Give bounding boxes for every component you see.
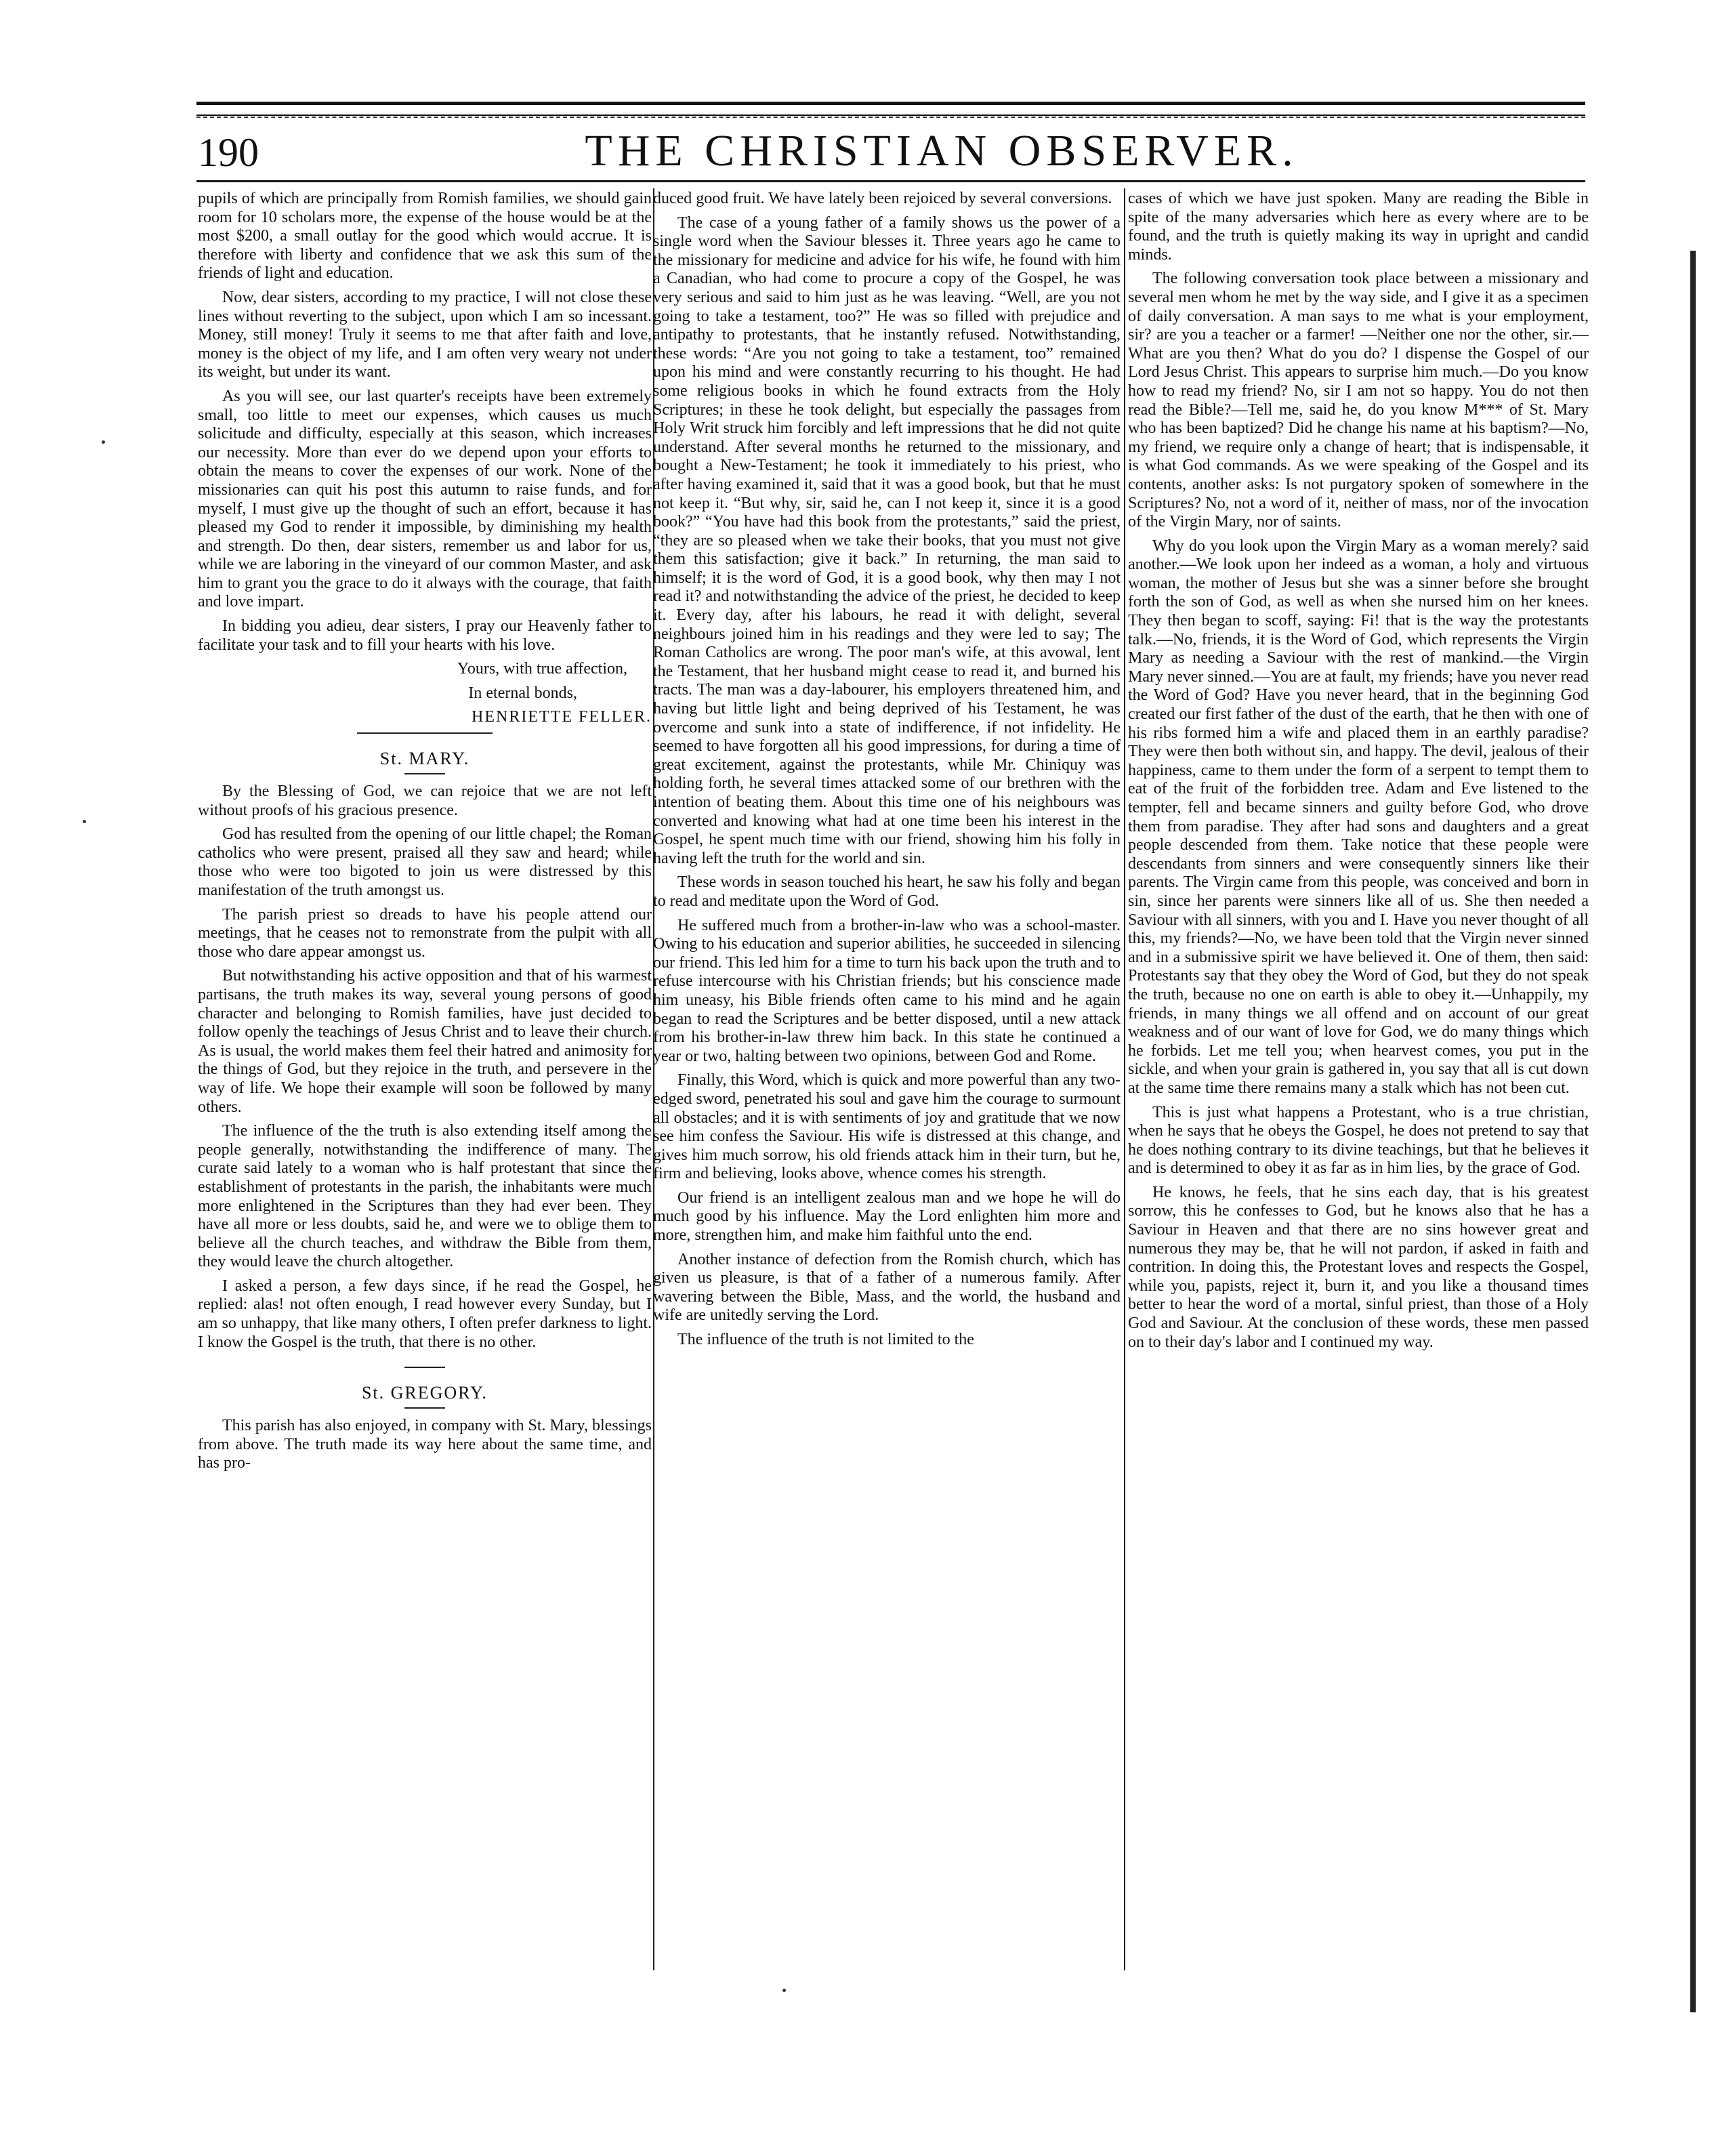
paragraph: Our friend is an intelligent zealous man and we hope he will do much good by his influence. May the Lord enlighten him more and more, strengthen him, and make him faithful unto the end. bbox=[653, 1188, 1121, 1245]
scan-speck bbox=[102, 440, 105, 444]
paragraph: The following conversation took place between a missionary and several men whom he met by the way side, and I give it as a specimen of daily conversation. A man says to me what is your employment, sir? are you a teacher or a farmer! —Neither one nor the other, sir.—What are you then? What do you do? I dispense the Gospel of our Lord Jesus Christ. This appears to surprise him much.—Do you know how to read my friend? No, sir I am not so happy. You do not then read the Bible?—Tell me, said he, do you know M*** of St. Mary who has been baptized? Did he change his name at his baptism?—No, my friend, we require only a change of heart; that is indispensable, it is what God commands. As we were speaking of the Gospel and its contents, another asks: Is not purgatory spoken of somewhere in the Scriptures? No, not a word of it, neither of mass, nor of the invocation of the Virgin Mary, nor of saints. bbox=[1128, 270, 1589, 531]
paragraph: He suffered much from a brother-in-law who was a school-master. Owing to his education and superior abilities, he succeeded in silencing our friend. This led him for a time to turn his back upon the truth and to refuse intercourse with his Christian friends; but his conscience made him uneasy, his Bible friends often came to his mind and he again began to read the Scriptures and be better disposed, until a new attack from his brother-in-law threw him back. In this state he continued a year or two, halting between two opinions, between God and Rome. bbox=[653, 916, 1121, 1065]
column-3 bbox=[1128, 190, 1589, 1965]
column-divider-2 bbox=[1124, 188, 1125, 1970]
closing-line: Yours, with true affection, bbox=[457, 660, 627, 678]
paragraph: This parish has also enjoyed, in company with St. Mary, blessings from above. The truth made its way here about the same time, and has pro- bbox=[198, 1417, 652, 1472]
section-heading-st-gregory: St. GREGORY. bbox=[361, 1383, 488, 1403]
heading-underline bbox=[404, 773, 445, 774]
scan-speck bbox=[83, 820, 86, 823]
paragraph: The influence of the truth is not limited to the bbox=[677, 1331, 974, 1349]
paragraph: Why do you look upon the Virgin Mary as a woman merely? said another.—We look upon her indeed as a woman, a holy and virtuous woman, the mother of Jesus but she was a sinner before she brought forth the son of God, as well as when she nursed him on her knees. They then began to scoff, saying: Fi! that is the way the protestants talk.—No, friends, it is the Word of God, which represents the Virgin Mary as needing a Saviour with the rest of mankind.—the Virgin Mary never sinned.—You are at fault, my friends; have you never read the Word of God? Have you never heard, that in the beginning God created our first father of the dust of the earth, that he then with one of his ribs formed him a wife and placed them in an earthly paradise? They were then both without sin, and happy. The devil, jealous of their happiness, came to them under the form of a serpent to tempt them to eat of the fruit of the forbidden tree. Adam and Eve listened to the tempter, fell and became sinners and guilty before God, who drove them from paradise. They after had sons and daughters and a great people descended from them. Take notice that these people were descendants from sinners and were consequently sinners like their parents. The Virgin came from this people, was conceived and born in sin, since her parents were sinners like all of us. She then needed a Saviour with all sinners, with you and I. Have you never thought of all this, my friends?—No, we have been told that the Virgin never sinned and in a submissive spirit we have believed it. One of them, then said: Protestants say that they obey the Word of God, but they do not speak the truth, because no one on earth is able to obey it.—Unhappily, my friends, in many things we all offend and on account of our great weakness and of our want of love for God, we do many things which he forbids. Let me tell you; when hearvest comes, you put in the sickle, and when your grain is gathered in, you say that all is cut down at the same time there remains many a stalk which has not been cut. bbox=[1128, 537, 1589, 1097]
paragraph: I asked a person, a few days since, if he read the Gospel, he replied: alas! not often enough, I read however every Sunday, but I am so unhappy, that like many others, I often prefer darkness to light. I know the Gospel is the truth, that there is no other. bbox=[198, 1277, 652, 1351]
header-top-double-rule bbox=[196, 102, 1585, 116]
paragraph: The case of a young father of a family shows us the power of a single word when the Saviour blesses it. Three years ago he came to the missionary for medicine and advice for his wife, he found with him a Canadian, who had come to procure a copy of the Gospel, he was very serious and said to him just as he was leaving. “Well, are you not going to take a testament, too?” He was so filled with prejudice and antipathy to protestants, that he instantly refused. Notwithstanding, these words: “Are you not going to take a testament, too” remained upon his mind and were constantly recurring to his thought. He had some religious books in which he found extracts from the Holy Scriptures; in these he took delight, but especially the passages from Holy Writ struck him forcibly and left impressions that he did not quite understand. After several months he returned to the missionary, and bought a New-Testament; he took it immediately to his priest, who after having examined it, said that it was a good book, but that he must not keep it. “But why, sir, said he, can I not keep it, since it is a good book?” “You have had this book from the protestants,” said the priest, “they are so pleased when we take their books, that you must not give them this satisfaction; give it back.” In returning, the man said to himself; it is the word of God, it is a good book, why then may I not read it? and notwithstanding the advice of the priest, he decided to keep it. Every day, after his labours, he read it with delight, several neighbours joined him in his readings and they were led to say; The Roman Catholics are wrong. The poor man's wife, at this avowal, lent the Testament, that her husband might cease to read it, and burned his tracts. The man was a day-labourer, his employers threatened him, and having but little light and being deprived of his Testament, he was overcome and sunk into a state of indifference, if not infidelity. He seemed to have forgotten all his good impressions, for during a time of great excitement, against the protestants, while Mr. Chiniquy was holding forth, he several times attacked some of our brethren with the intention of beating them. About this time one of his neighbours was converted and knowing what had at one time been his interest in the Gospel, he spent much time with our friend, showing him his folly in having left the truth for the world and sin. bbox=[653, 213, 1121, 867]
paragraph: cases of which we have just spoken. Many are reading the Bible in spite of the many adversaries which here as every where are to be found, and the truth is quietly making its way in upright and candid minds. bbox=[1128, 190, 1589, 264]
paragraph: These words in season touched his heart, he saw his folly and began to read and meditate upon the Word of God. bbox=[653, 873, 1121, 910]
section-heading-st-mary: St. MARY. bbox=[379, 749, 470, 769]
page-number: 190 bbox=[198, 130, 259, 175]
paragraph: Now, dear sisters, according to my practice, I will not close these lines without reverting to the subject, upon which I am so incessant. Money, still money! Truly it seems to me that after faith and love, money is the object of my life, and I am often very weary not under its weight, but under its want. bbox=[198, 288, 652, 381]
scan-page-edge bbox=[1690, 251, 1696, 2012]
paragraph: He knows, he feels, that he sins each day, that is his greatest sorrow, this he confesses to God, but he knows also that he has a Saviour in Heaven and that there are no sins however great and numerous they may be, that he will not pardon, if asked in faith and contrition. In doing this, the Protestant loves and respects the Gospel, while you, papists, reject it, burn it, and you like a thousand times better to hear the word of a mortal, sinful priest, than those of a Holy God and Saviour. At the conclusion of these words, these men passed on to their day's labor and I continued my way. bbox=[1128, 1183, 1589, 1351]
heading-underline bbox=[404, 1407, 445, 1409]
paragraph: But notwithstanding his active opposition and that of his warmest partisans, the truth makes its way, several young persons of good character and belonging to Romish families, have just decided to follow openly the teachings of Jesus Christ and to leave their church. As is usual, the world makes them feel their hatred and animosity for the things of God, but they rejoice in the truth, and persevere in the way of life. We hope their example will soon be followed by many others. bbox=[198, 967, 652, 1116]
column-2 bbox=[653, 190, 1121, 1965]
paragraph: By the Blessing of God, we can rejoice that we are not left without proofs of his gracious presence. bbox=[198, 783, 652, 819]
masthead-title: THE CHRISTIAN OBSERVER. bbox=[585, 126, 1299, 175]
paragraph: pupils of which are principally from Romish families, we should gain room for 10 scholars more, the expense of the house would be at the most $200, a small outlay for the good which would accrue. It is therefore with liberty and confidence that we ask this sum of the friends of light and education. bbox=[198, 190, 652, 283]
closing-line-2: In eternal bonds, bbox=[468, 684, 577, 702]
signature: HENRIETTE FELLER. bbox=[472, 708, 652, 726]
paragraph: Finally, this Word, which is quick and more powerful than any two-edged sword, penetrated his soul and gave him the courage to surmount all obstacles; and it is with sentiments of joy and gratitude that we now see him confess the Saviour. His wife is distressed at this change, and gives him much sorrow, his old friends attack him in their turn, but he, firm and believing, looks above, whence comes his strength. bbox=[653, 1071, 1121, 1183]
header-ornamental-rule bbox=[196, 117, 1585, 118]
paragraph: This is just what happens a Protestant, who is a true christian, when he says that he obeys the Gospel, he does not pretend to say that he does nothing contrary to its divine teachings, but that he believes it and is determined to obey it as far as in him lies, by the grace of God. bbox=[1128, 1103, 1589, 1178]
paragraph: The influence of the the truth is also extending itself among the people generally, notwithstanding the indifference of many. The curate said lately to a woman who is half protestant that since the establishment of protestants in the parish, the inhabitants were much more enlightened in the Scriptures than they had ever been. They have all more or less doubts, said he, and were we to oblige them to believe all the church teaches, and withdraw the Bible from them, they would leave the church altogether. bbox=[198, 1122, 652, 1271]
header-bottom-rule bbox=[196, 180, 1585, 182]
paragraph: The parish priest so dreads to have his people attend our meetings, that he ceases not to remonstrate from the pulpit with all those who dare appear amongst us. bbox=[198, 905, 652, 961]
paragraph: Another instance of defection from the Romish church, which has given us pleasure, is that of a father of a numerous family. After wavering between the Bible, Mass, and the world, the husband and wife are unitedly serving the Lord. bbox=[653, 1250, 1121, 1325]
paragraph: duced good fruit. We have lately been rejoiced by several conversions. bbox=[653, 190, 1112, 207]
column-1 bbox=[198, 190, 652, 1965]
section-divider bbox=[357, 732, 493, 734]
paragraph: In bidding you adieu, dear sisters, I pray our Heavenly father to facilitate your task and to fill your hearts with his love. bbox=[198, 617, 652, 654]
section-divider bbox=[404, 1367, 445, 1368]
paragraph: As you will see, our last quarter's receipts have been extremely small, too little to meet our expenses, which causes us much solicitude and difficulty, especially at this season, which increases our necessity. More than ever do we depend upon your efforts to obtain the means to cover the expenses of our work. None of the missionaries can quit his post this autumn to raise funds, and for myself, I must give up the thought of such an effort, because it has pleased my God to render it impossible, by diminishing my health and strength. Do then, dear sisters, remember us and labor for us, while we are laboring in the vineyard of our common Master, and ask him to grant you the grace to do it always with the courage, that faith and love impart. bbox=[198, 387, 652, 611]
scan-speck bbox=[782, 1989, 786, 1992]
paragraph: God has resulted from the opening of our little chapel; the Roman catholics who were present, praised all they saw and heard; while those who were too bigoted to join us were distressed by this manifestation of the truth amongst us. bbox=[198, 825, 652, 899]
